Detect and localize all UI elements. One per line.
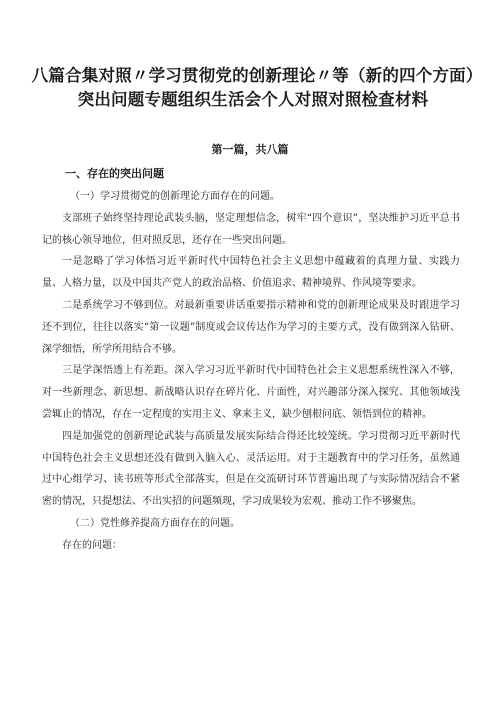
- subsection-heading: （二）党性修养提高方面存在的问题。: [70, 517, 240, 529]
- document-title: 八篇合集对照〃学习贯彻党的创新理论〃等（新的四个方面）突出问题专题组织生活会个人对照对照检查材料: [31, 66, 475, 109]
- paragraph: 四是加强党的创新理论武装与高质量发展实际结合得还比较笼统。学习贯彻习近平新时代中国特色社会主义思想还没有做到入脑入心、灵活运用。对于主题教育中的学习任务，虽然通过中心组学习、读书班等形式全部落实，但是在交流研讨环节普遍出现了与实际情况结合不紧密的情况，只提想法、不出实招的问题频现，学习成果较为宏观、推动工作不够聚焦。: [42, 430, 460, 508]
- section-heading: 一、存在的突出问题: [65, 167, 164, 180]
- paragraph: 支部班子始终坚持理论武装头脑，坚定理想信念，树牢“四个意识”，坚决维护习近平总书记的核心领导地位，但对照反思，还存在一些突出问题。: [42, 212, 460, 246]
- chapter-heading: 第一篇，共八篇: [211, 143, 289, 156]
- paragraph: 三是学深悟透上有差距。深入学习习近平新时代中国特色社会主义思想系统性深入不够，对一些新理念、新思想、新战略认识存在碎片化、片面性，对兴趣部分深入探究、其他领域浅尝辄止的情况，存在一定程度的实用主义、拿来主义，缺少刨根问底、领悟到位的精神。: [42, 365, 460, 420]
- document-body: [42, 186, 460, 557]
- paragraph: 存在的问题：: [62, 539, 122, 551]
- subsection-heading: （一）学习贯彻党的创新理论方面存在的问题。: [70, 191, 280, 202]
- paragraph: 二是系统学习不够到位。对最新重要讲话重要指示精神和党的创新理论成果及时跟进学习还不到位，往往以落实“第一议题”制度或会议传达作为学习的主要方式，没有做到深入钻研、深学细悟，所学所用结合不够。: [42, 299, 460, 355]
- paragraph: 一是忽略了学习体悟习近平新时代中国特色社会主义思想中蕴藏着的真理力量、实践力量、人格力量，以及中国共产党人的政治品格、价值追求、精神境界、作风境等要求。: [42, 256, 460, 290]
